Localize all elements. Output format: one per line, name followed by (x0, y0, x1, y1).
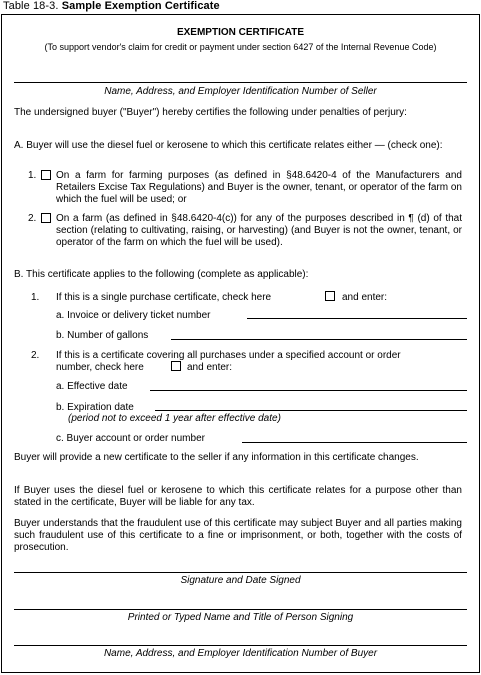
section-b-text: B. This certificate applies to the following (complete as applicable): (14, 269, 309, 280)
signature-label: Signature and Date Signed (180, 575, 301, 586)
item-1-text-before: If this is a single purchase certificate, check here (56, 292, 272, 303)
table-title (3, 0, 220, 12)
farm-purposes-checkbox[interactable] (41, 213, 51, 223)
expiration-date-field[interactable] (155, 410, 467, 411)
account-purchase-checkbox[interactable] (171, 361, 181, 371)
invoice-number-field[interactable] (247, 318, 467, 319)
option-2-number: 2. (28, 213, 37, 224)
item-2-text-after: and enter: (187, 362, 233, 373)
item-2-text-before: number, check here (56, 362, 144, 373)
farming-purposes-checkbox[interactable] (41, 170, 51, 180)
expiration-date-note: (period not to exceed 1 year after effective date) (68, 413, 281, 424)
printed-name-label: Printed or Typed Name and Title of Person Signing (127, 612, 354, 623)
table-number: Table 18-3. (3, 0, 59, 12)
option-1-text: On a farm for farming purposes (as defined in §48.6420-4 of the Manufacturers and Retailers Excise Tax Regulations) and Buyer is the owner, tenant, or operator of the farm on which the fuel will be used; or (56, 170, 462, 205)
expiration-date-label: b. Expiration date (56, 402, 134, 413)
certificate-subheading: (To support vendor's claim for credit or payment under section 6427 of the Internal Revenue Code) (44, 42, 437, 52)
account-number-field[interactable] (242, 442, 467, 443)
effective-date-field[interactable] (150, 390, 467, 391)
seller-label: Name, Address, and Employer Identification Number of Seller (104, 86, 377, 97)
printed-name-line[interactable] (14, 609, 467, 610)
effective-date-label: a. Effective date (56, 381, 128, 392)
item-2-number: 2. (31, 350, 40, 361)
liability-paragraph: If Buyer uses the diesel fuel or kerosene to which this certificate relates for a purpose other than stated in the certificate, Buyer will be liable for any tax. (14, 485, 462, 508)
account-number-label: c. Buyer account or order number (56, 433, 205, 444)
buyer-label: Name, Address, and Employer Identification Number of Buyer (103, 648, 378, 659)
section-a-text: A. Buyer will use the diesel fuel or kerosene to which this certificate relates either — (check one): (14, 140, 443, 151)
single-purchase-checkbox[interactable] (325, 291, 335, 301)
buyer-info-line[interactable] (14, 645, 467, 646)
fraud-paragraph: Buyer understands that the fraudulent use of this certificate may subject Buyer and all parties making such fraudulent use of this certificate to a fine or imprisonment, or both, together with the costs of prosecution. (14, 518, 462, 553)
gallons-label: b. Number of gallons (56, 330, 149, 341)
option-1-number: 1. (28, 170, 37, 181)
changes-paragraph: Buyer will provide a new certificate to the seller if any information in this certificate changes. (14, 452, 419, 463)
item-1-number: 1. (31, 292, 40, 303)
gallons-field[interactable] (171, 339, 467, 340)
option-2-text: On a farm (as defined in §48.6420-4(c)) for any of the purposes described in ¶ (d) of that section (relating to cultivating, raising, or harvesting) (and Buyer is not the owner, tenant, or operator of the farm on which the fuel will be used). (56, 213, 462, 248)
intro-text: The undersigned buyer ("Buyer") hereby certifies the following under penalties of perjury: (14, 107, 407, 118)
invoice-number-label: a. Invoice or delivery ticket number (56, 310, 211, 321)
table-caption: Sample Exemption Certificate (61, 0, 220, 12)
item-1-text-after: and enter: (342, 292, 388, 303)
signature-line[interactable] (14, 572, 467, 573)
item-2-line-1: If this is a certificate covering all purchases under a specified account or order (56, 350, 401, 361)
seller-signature-line[interactable] (14, 82, 467, 83)
certificate-heading: EXEMPTION CERTIFICATE (176, 27, 305, 38)
